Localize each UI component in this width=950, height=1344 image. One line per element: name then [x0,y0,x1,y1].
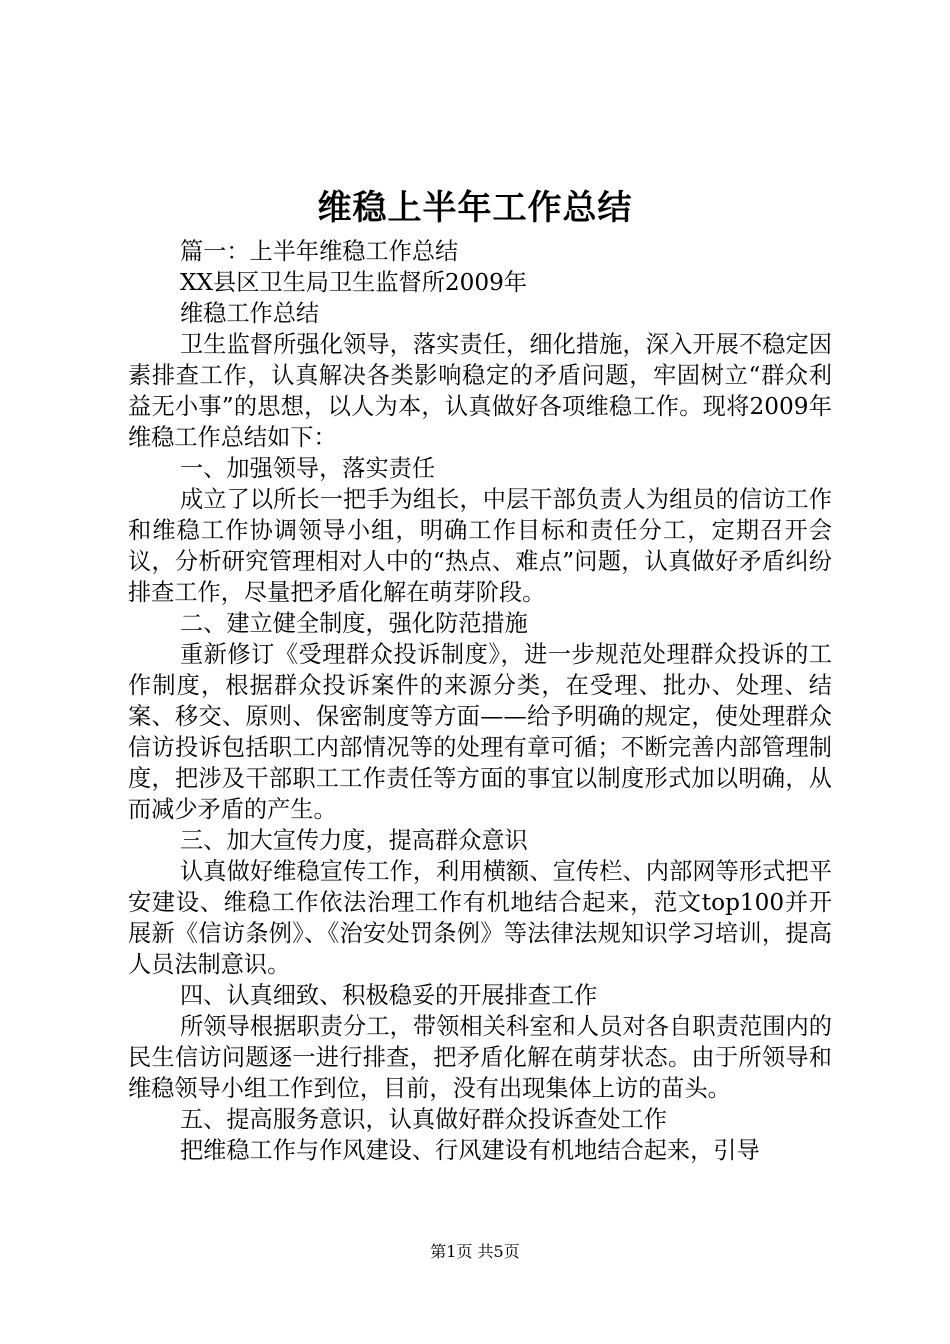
section-heading-4: 四、认真细致、积极稳妥的开展排查工作 [180,982,598,1009]
paragraph-section-1: 成立了以所长一把手为组长，中层干部负责人为组员的信访工作和维稳工作协调领导小组，明确工作目标和责任分工，定期召开会议，分析研究管理相对人中的“热点、难点”问题，认真做好矛盾纠纷排查工作，尽量把矛盾化解在萌芽阶段。 [128,486,832,606]
section-heading-5: 五、提高服务意识，认真做好群众投诉查处工作 [180,1106,667,1133]
intro-line-organization: XX县区卫生局卫生监督所2009年 [180,269,528,296]
intro-line-subtitle: 维稳工作总结 [180,300,320,327]
paragraph-section-2: 重新修订《受理群众投诉制度》，进一步规范处理群众投诉的工作制度，根据群众投诉案件的来源分类，在受理、批办、处理、结案、移交、原则、保密制度等方面——给予明确的规定，使处理群众信访投诉包括职工内部情况等的处理有章可循；不断完善内部管理制度，把涉及干部职工工作责任等方面的事宜以制度形式加以明确，从而减少矛盾的产生。 [128,641,832,823]
page-number-footer: 第1页 共5页 [430,1242,520,1261]
section-heading-2: 二、建立健全制度，强化防范措施 [180,610,528,637]
intro-line-chapter: 篇一：上半年维稳工作总结 [180,238,459,265]
section-heading-3: 三、加大宣传力度，提高群众意识 [180,827,528,854]
paragraph-section-5: 把维稳工作与作风建设、行风建设有机地结合起来，引导 [180,1137,760,1164]
document-title: 维稳上半年工作总结 [317,188,633,228]
paragraph-intro: 卫生监督所强化领导，落实责任，细化措施，深入开展不稳定因素排查工作，认真解决各类影响稳定的矛盾问题，牢固树立“群众利益无小事”的思想，以人为本，认真做好各项维稳工作。现将2009年维稳工作总结如下： [128,331,832,451]
paragraph-section-4: 所领导根据职责分工，带领相关科室和人员对各自职责范围内的民生信访问题逐一进行排查，把矛盾化解在萌芽状态。由于所领导和维稳领导小组工作到位，目前，没有出现集体上访的苗头。 [128,1013,832,1102]
document-body [128,236,832,1166]
paragraph-section-3: 认真做好维稳宣传工作，利用横额、宣传栏、内部网等形式把平安建设、维稳工作依法治理工作有机地结合起来，范文top100并开展新《信访条例》、《治安处罚条例》等法律法规知识学习培训，提高人员法制意识。 [128,858,832,978]
section-heading-1: 一、加强领导，落实责任 [180,455,436,482]
